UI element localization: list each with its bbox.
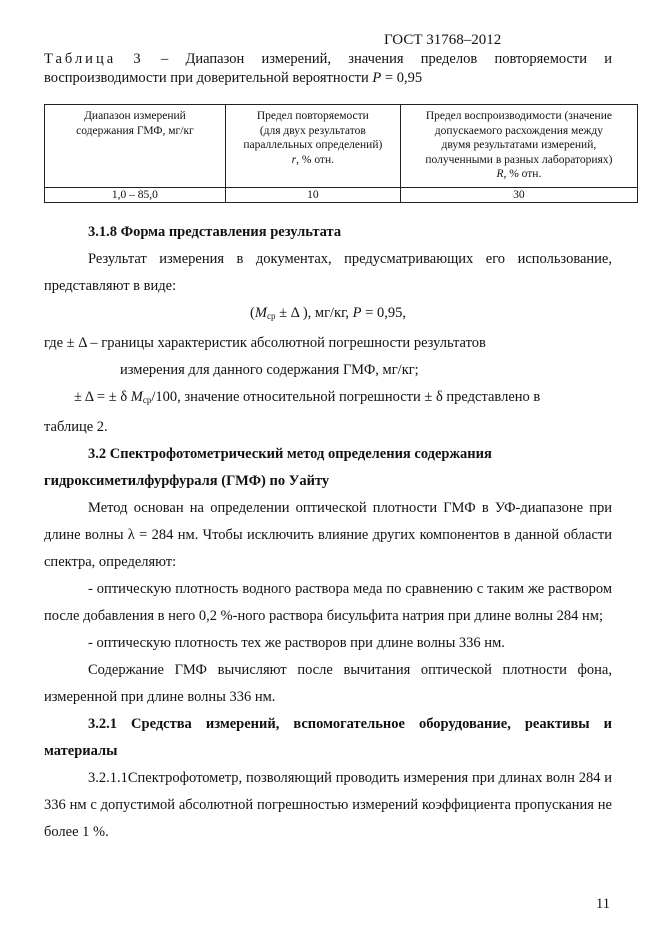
delta-definition [44, 384, 612, 414]
header-var: r [291, 153, 297, 166]
formula-rest: ± Δ ), мг/кг, [279, 305, 350, 321]
table-caption-dash: – [160, 51, 169, 67]
header-line: , % отн. [503, 168, 542, 180]
table-caption [44, 50, 612, 88]
header-line: содержания ГМФ, мг/кг [76, 124, 194, 137]
cell-range: 1,0 – 85,0 [45, 188, 226, 203]
where-line-1: где ± Δ – границы характеристик абсолютной погрешности результатов [44, 335, 486, 351]
section-3-2-heading-line-1: 3.2 Спектрофотометрический метод определения содержания [88, 446, 492, 462]
header-line: полученными в разных лабораториях) [425, 153, 613, 166]
header-line: , % отн. [296, 153, 334, 166]
table-caption-number: 3 [133, 51, 144, 67]
section-3-2-paragraph-2: Содержание ГМФ вычисляют после вычитания оптической плотности фона, измеренной при длине волны 336 нм. [44, 662, 612, 705]
header-line: двумя результатами измерений, [441, 139, 597, 151]
body-text [44, 219, 612, 846]
measurement-range-table [44, 104, 638, 203]
formula-sub: ср [266, 311, 276, 321]
delta-sub: ср [142, 395, 152, 405]
where-line-2: измерения для данного содержания ГМФ, мг/кг; [120, 362, 419, 378]
header-repeatability [225, 105, 400, 188]
section-3-2-1-1-paragraph: 3.2.1.1Спектрофотометр, позволяющий проводить измерения при длинах волн 284 и 336 нм с допустимой абсолютной погрешностью измерений коэффициента пропускания не более 1 %. [44, 770, 612, 840]
section-3-2-list-item-1: - оптическую плотность водного раствора меда по сравнению с таким же раствором после добавления в него 0,2 %-ного раствора бисульфита натрия при длине волны 284 нм; [44, 581, 612, 624]
formula-p-var: P [352, 305, 362, 321]
cell-repeatability: 10 [225, 188, 400, 203]
section-3-2-list-item-2: - оптическую плотность тех же растворов при длине волны 336 нм. [88, 635, 505, 651]
delta-var: M [130, 389, 143, 405]
table-header-row [45, 105, 638, 188]
table-caption-var: P [372, 70, 382, 86]
section-3-2-paragraph-1: Метод основан на определении оптической плотности ГМФ в УФ-диапазоне при длине волны λ = 284 нм. Чтобы исключить влияние других компонентов в данной области спектра, определяют: [44, 500, 612, 570]
header-line: параллельных определений) [243, 139, 383, 151]
formula-open: ( [250, 305, 255, 321]
delta-part-a: ± Δ = ± δ [74, 389, 128, 405]
section-3-1-8-paragraph: Результат измерения в документах, предусматривающих его использование, представляют в виде: [44, 251, 612, 294]
page-number: 11 [596, 896, 610, 912]
delta-definition-end: таблице 2. [44, 419, 108, 435]
header-line: Диапазон измерений [84, 110, 186, 122]
formula-p-value: = 0,95, [365, 305, 406, 321]
section-3-1-8-heading: 3.1.8 Форма представления результата [88, 224, 342, 240]
table-caption-label: Таблица [44, 51, 117, 67]
header-line: (для двух результатов [259, 124, 366, 137]
section-3-2-heading-line-2: гидроксиметилфурфураля (ГМФ) по Уайту [44, 473, 330, 489]
cell-reproducibility: 30 [400, 188, 637, 203]
header-reproducibility [400, 105, 637, 188]
result-formula [44, 300, 612, 330]
delta-part-b: /100, значение относительной погрешности ± δ представлено в [151, 389, 541, 405]
header-range [45, 105, 226, 188]
header-line: Предел воспроизводимости (значение [425, 110, 612, 122]
table-caption-text: Диапазон измерений, значения пределов повторяемости и воспроизводимости при доверительной вероятности [44, 51, 613, 86]
table-row [45, 188, 638, 203]
header-line: Предел повторяемости [256, 110, 369, 122]
formula-var: M [254, 305, 267, 321]
header-var: R [496, 168, 504, 180]
header-line: допускаемого расхождения между [434, 124, 603, 137]
section-3-2-1-heading: 3.2.1 Средства измерений, вспомогательное оборудование, реактивы и материалы [44, 716, 612, 759]
standard-code: ГОСТ 31768–2012 [384, 32, 502, 48]
table-caption-value: = 0,95 [384, 70, 423, 86]
